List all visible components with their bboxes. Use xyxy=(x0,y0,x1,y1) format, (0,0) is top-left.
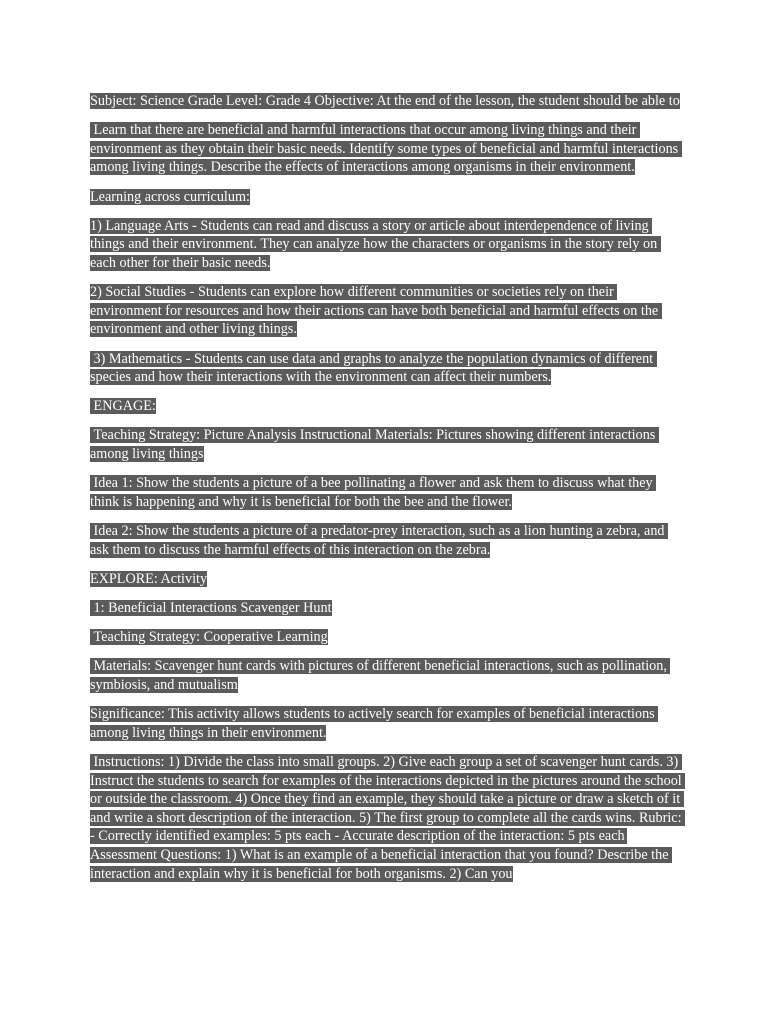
paragraph-idea-2 xyxy=(90,522,682,559)
paragraph-social-studies xyxy=(90,283,682,339)
paragraph-text: Learning across curriculum: xyxy=(90,188,250,205)
paragraph-explore xyxy=(90,570,682,589)
paragraph-text: 1) Language Arts - Students can read and discuss a story or article about interdependence of living things and their environment. They can analyze how the characters or organisms in the story rely on each other for their basic needs. xyxy=(90,217,661,271)
paragraph-text: Learn that there are beneficial and harmful interactions that occur among living things and their environment as they obtain their basic needs. Identify some types of beneficial and harmful interactions among living things. Describe the effects of interactions among organisms in their environment. xyxy=(90,122,682,176)
paragraph-text: Idea 2: Show the students a picture of a predator-prey interaction, such as a lion hunting a zebra, and ask them to discuss the harmful effects of this interaction on the zebra. xyxy=(90,523,669,558)
paragraph-teaching-strategy-cooperative xyxy=(90,628,682,647)
paragraph-text: Teaching Strategy: Cooperative Learning xyxy=(90,629,328,646)
paragraph-text: Teaching Strategy: Picture Analysis Instructional Materials: Pictures showing different interactions among living things xyxy=(90,427,659,463)
paragraph-text: ENGAGE: xyxy=(90,398,156,415)
paragraph-teaching-strategy-picture xyxy=(90,426,682,463)
paragraph-learning-across-curriculum xyxy=(90,188,682,207)
paragraph-engage xyxy=(90,397,682,416)
paragraph-idea-1 xyxy=(90,474,682,511)
paragraph-text: Instructions: 1) Divide the class into small groups. 2) Give each group a set of scavenger hunt cards. 3) Instruct the students to search for examples of the interactions depicted in the pictures around the school or outside the classroom. 4) Once they find an example, they should take a picture or draw a sketch of it and write a short description of the interaction. 5) The first group to complete all the cards wins. Rubric: - Correctly identified examples: 5 pts each - Accurate description of the interaction: 5 pts each Assessment Questions: 1) What is an example of a beneficial interaction that you found? Describe the interaction and explain why it is beneficial for both organisms. 2) Can you xyxy=(90,753,686,882)
document-page xyxy=(90,92,686,894)
paragraph-mathematics xyxy=(90,350,682,387)
paragraph-significance xyxy=(90,705,682,742)
paragraph-instructions xyxy=(90,753,686,883)
paragraph-language-arts xyxy=(90,217,682,273)
paragraph-objectives xyxy=(90,121,682,177)
paragraph-scavenger-hunt xyxy=(90,599,682,618)
paragraph-text: Idea 1: Show the students a picture of a bee pollinating a flower and ask them to discuss what they think is happening and why it is beneficial for both the bee and the flower. xyxy=(90,475,657,510)
paragraph-text: Materials: Scavenger hunt cards with pictures of different beneficial interactions, such as pollination, symbiosis, and mutualism xyxy=(90,658,671,693)
paragraph-text: 3) Mathematics - Students can use data and graphs to analyze the population dynamics of different species and how their interactions with the environment can affect their numbers. xyxy=(90,350,657,386)
paragraph-text: Subject: Science Grade Level: Grade 4 Objective: At the end of the lesson, the student should be able to xyxy=(90,93,680,109)
paragraph-text: 2) Social Studies - Students can explore how different communities or societies rely on their environment for resources and how their actions can have both beneficial and harmful effects on the environment and other living things. xyxy=(90,284,662,338)
paragraph-subject xyxy=(90,92,682,111)
paragraph-materials xyxy=(90,657,682,694)
paragraph-text: 1: Beneficial Interactions Scavenger Hunt xyxy=(90,600,332,616)
paragraph-text: Significance: This activity allows students to actively search for examples of beneficial interactions among living things in their environment. xyxy=(90,706,659,741)
paragraph-text: EXPLORE: Activity xyxy=(90,570,208,587)
